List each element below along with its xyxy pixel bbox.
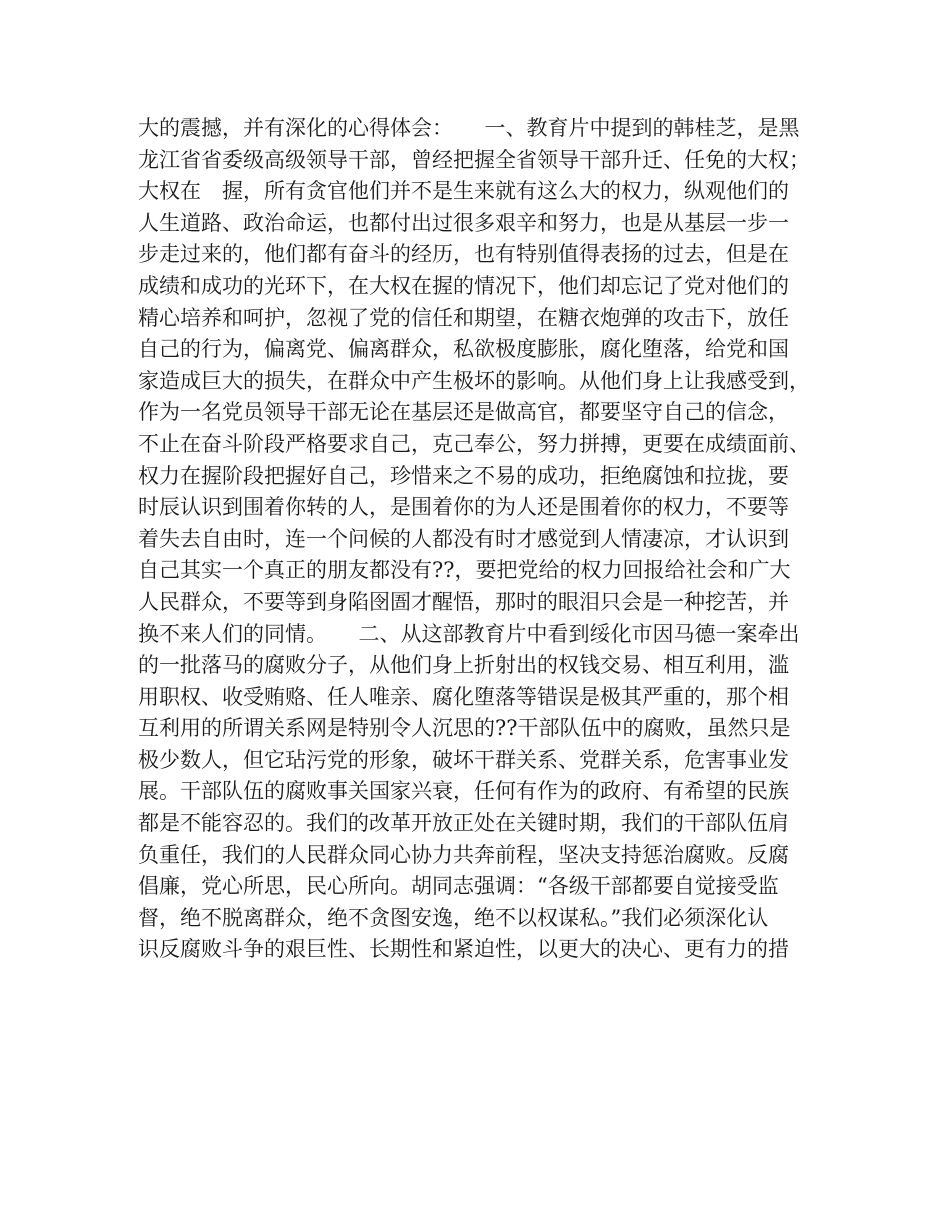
text-line-17: 换不来人们的同情。 二、从这部教育片中看到绥化市因马德一案牵出 [138, 621, 800, 646]
text-line-5: 步走过来的，他们都有奋斗的经历，也有特别值得表扬的过去，但是在 [138, 242, 789, 267]
text-line-20: 互利用的所谓关系网是特别令人沉思的??干部队伍中的腐败，虽然只是 [138, 716, 791, 741]
text-line-26: 督，绝不脱离群众，绝不贪图安逸，绝不以权谋私。”我们必须深化认 [138, 905, 769, 930]
text-line-10: 作为一名党员领导干部无论在基层还是做高官，都要坚守自己的信念， [138, 400, 789, 425]
text-line-8: 自己的行为，偏离党、偏离群众，私欲极度膨胀，腐化堕落，给党和国 [138, 337, 789, 362]
text-line-3: 大权在 握，所有贪官他们并不是生来就有这么大的权力，纵观他们的 [138, 179, 789, 204]
text-line-24: 负重任，我们的人民群众同心协力共奔前程，坚决支持惩治腐败。反腐 [138, 842, 789, 867]
text-line-21: 极少数人，但它玷污党的形象，破坏干群关系、党群关系，危害事业发 [138, 747, 789, 772]
text-line-11: 不止在奋斗阶段严格要求自己，克己奉公，努力拼搏，更要在成绩面前、 [138, 431, 810, 456]
text-line-25: 倡廉，党心所思，民心所向。胡同志强调：“各级干部都要自觉接受监 [138, 874, 779, 899]
text-line-19: 用职权、收受贿赂、任人唯亲、腐化堕落等错误是极其严重的，那个相 [138, 684, 789, 709]
text-line-16: 人民群众，不要等到身陷囹圄才醒悟，那时的眼泪只会是一种挖苦，并 [138, 589, 789, 614]
body-text [138, 113, 828, 966]
text-line-18: 的一批落马的腐败分子，从他们身上折射出的权钱交易、相互利用，滥 [138, 653, 789, 678]
text-line-1: 大的震撼，并有深化的心得体会： 一、教育片中提到的韩桂芝，是黑 [138, 116, 800, 140]
text-line-6: 成绩和成功的光环下，在大权在握的情况下，他们却忘记了党对他们的 [138, 273, 789, 298]
text-line-2: 龙江省省委级高级领导干部，曾经把握全省领导干部升迁、任免的大权； [138, 147, 810, 172]
text-line-22: 展。干部队伍的腐败事关国家兴衰，任何有作为的政府、有希望的民族 [138, 779, 789, 804]
text-line-14: 着失去自由时，连一个问候的人都没有时才感觉到人情凄凉，才认识到 [138, 526, 789, 551]
text-line-12: 权力在握阶段把握好自己，珍惜来之不易的成功，拒绝腐蚀和拉拢，要 [138, 463, 789, 488]
text-line-9: 家造成巨大的损失，在群众中产生极坏的影响。从他们身上让我感受到， [138, 368, 810, 393]
text-line-23: 都是不能容忍的。我们的改革开放正处在关键时期，我们的干部队伍肩 [138, 811, 789, 836]
text-line-7: 精心培养和呵护，忽视了党的信任和期望，在糖衣炮弹的攻击下，放任 [138, 305, 789, 330]
text-line-27: 识反腐败斗争的艰巨性、长期性和紧迫性，以更大的决心、更有力的措 [138, 937, 789, 962]
text-line-15: 自己其实一个真正的朋友都没有??，要把党给的权力回报给社会和广大 [138, 558, 791, 583]
text-line-4: 人生道路、政治命运，也都付出过很多艰辛和努力，也是从基层一步一 [138, 210, 789, 235]
text-line-13: 时辰认识到围着你转的人，是围着你的为人还是围着你的权力，不要等 [138, 495, 789, 520]
